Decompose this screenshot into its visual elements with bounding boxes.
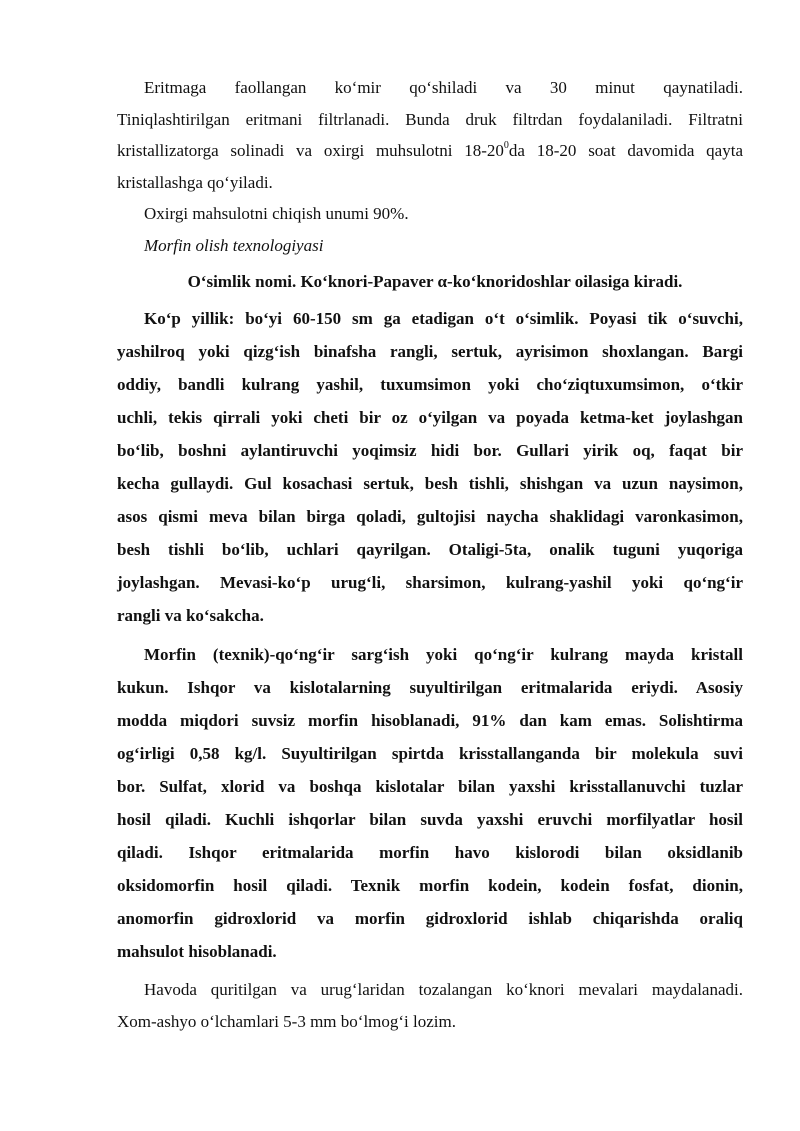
text-line: oksidomorfin hosil qiladi. Texnik morfin kodein, kodein fosfat, dionin, bbox=[117, 876, 743, 895]
text-segment: kristallizatorga solinadi va oxirgi muhsulotni 18-20 bbox=[117, 141, 504, 160]
text-line: Ko‘p yillik: bo‘yi 60-150 sm ga etadigan o‘t o‘simlik. Poyasi tik o‘suvchi, bbox=[144, 309, 743, 328]
text-line: qiladi. Ishqor eritmalarida morfin havo kislorodi bilan oksidlanib bbox=[117, 843, 743, 862]
text-line: oddiy, bandli kulrang yashil, tuxumsimon yoki cho‘ziqtuxumsimon, o‘tkir bbox=[117, 375, 743, 394]
text-line: mahsulot hisoblanadi. bbox=[117, 942, 277, 961]
paragraph-filtration bbox=[117, 72, 743, 198]
text-line: Tiniqlashtirilgan eritmani filtrlanadi. Bunda druk filtrdan foydalaniladi. Filtratni bbox=[117, 109, 743, 129]
plant-heading: O‘simlik nomi. Ko‘knori-Papaver α-ko‘knoridoshlar oilasiga kiradi. bbox=[187, 272, 683, 291]
text-line: Havoda quritilgan va urug‘laridan tozalangan ko‘knori mevalari maydalanadi. bbox=[144, 980, 743, 999]
paragraph-raw-material bbox=[117, 974, 743, 1037]
text-line: bor. Sulfat, xlorid va boshqa kislotalar bilan yaxshi krisstallanuvchi tuzlar bbox=[117, 777, 743, 796]
superscript-degree: 0 bbox=[503, 140, 509, 151]
text-line: rangli va ko‘sakcha. bbox=[117, 606, 264, 625]
text-line: kecha gullaydi. Gul kosachasi sertuk, besh tishli, shishgan va uzun naysimon, bbox=[117, 474, 743, 493]
text-line: asos qismi meva bilan birga qoladi, gultojisi naycha shaklidagi varonkasimon, bbox=[117, 507, 743, 526]
text-line: og‘irligi 0,58 kg/l. Suyultirilgan spirtda krisstallanganda bir molekula suvi bbox=[117, 744, 743, 763]
text-line: Morfin (texnik)-qo‘ng‘ir sarg‘ish yoki qo‘ng‘ir kulrang mayda kristall bbox=[144, 645, 743, 664]
paragraph-plant-description bbox=[117, 302, 743, 632]
text-line: besh tishli bo‘lib, uchlari qayrilgan. Otaligi-5ta, onalik tuguni yuqoriga bbox=[117, 540, 743, 559]
text-line: anomorfin gidroxlorid va morfin gidroxlorid ishlab chiqarishda oraliq bbox=[117, 909, 743, 928]
paragraph-yield: Oxirgi mahsulotni chiqish unumi 90%. bbox=[144, 204, 409, 223]
text-line: hosil qiladi. Kuchli ishqorlar bilan suvda yaxshi eruvchi morfilyatlar hosil bbox=[117, 810, 743, 829]
text-line: Eritmaga faollangan ko‘mir qo‘shiladi va 30 minut qaynatiladi. bbox=[144, 78, 743, 97]
text-line: bo‘lib, boshni aylantiruvchi yoqimsiz hidi bor. Gullari yirik oq, faqat bir bbox=[117, 441, 743, 460]
paragraph-morphine-properties bbox=[117, 638, 743, 968]
text-line: joylashgan. Mevasi-ko‘p urug‘li, sharsimon, kulrang-yashil yoki qo‘ng‘ir bbox=[117, 573, 743, 592]
text-line: kristallashga qo‘yiladi. bbox=[117, 172, 273, 192]
text-line: modda miqdori suvsiz morfin hisoblanadi, 91% dan kam emas. Solishtirma bbox=[117, 711, 743, 730]
text-line: uchli, tekis qirrali yoki cheti bir oz o‘yilgan va poyada ketma-ket joylashgan bbox=[117, 408, 743, 427]
text-line: kukun. Ishqor va kislotalarning suyultirilgan eritmalarida eriydi. Asosiy bbox=[117, 678, 743, 697]
section-subtitle: Morfin olish texnologiyasi bbox=[144, 235, 324, 255]
document-body bbox=[117, 72, 743, 1037]
text-segment: da 18-20 soat davomida qayta bbox=[508, 141, 743, 160]
text-line bbox=[117, 135, 743, 167]
text-line: yashilroq yoki qizg‘ish binafsha rangli, sertuk, ayrisimon shoxlangan. Bargi bbox=[117, 342, 743, 361]
text-line: Xom-ashyo o‘lchamlari 5-3 mm bo‘lmog‘i lozim. bbox=[117, 1011, 456, 1031]
